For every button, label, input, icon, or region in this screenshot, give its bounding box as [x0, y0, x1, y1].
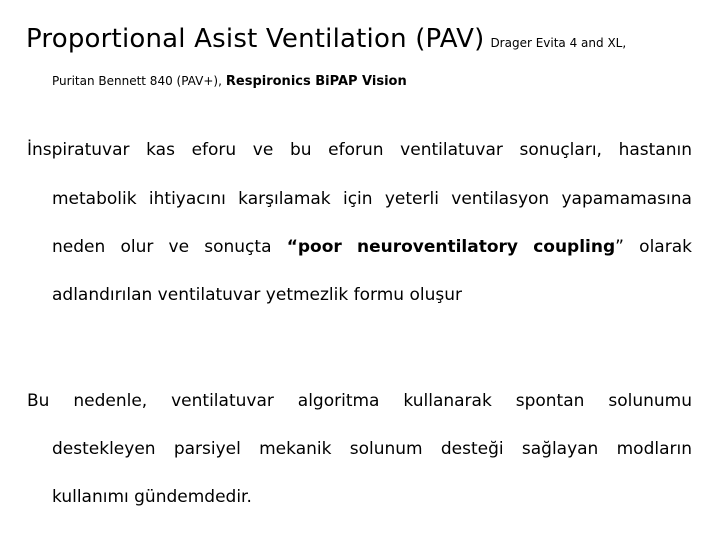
paragraph1-line4: adlandırılan ventilatuvar yetmezlik formu oluşur	[52, 285, 462, 305]
bold-term-word: “poor	[286, 237, 342, 257]
slide-subtitle	[52, 70, 407, 89]
word: ventilatuvar	[171, 391, 274, 411]
paragraph1-line2	[52, 191, 692, 208]
word: sağlayan	[521, 439, 599, 459]
paragraph2-line2	[52, 441, 692, 458]
word: metabolik	[52, 189, 137, 209]
bold-term-word: coupling	[533, 237, 616, 257]
paragraph2-line1	[27, 393, 692, 410]
subtitle-devices-bold: Respironics BiPAP Vision	[225, 74, 407, 89]
word-group	[533, 239, 624, 256]
word: solunumu	[608, 391, 692, 411]
word: olur	[120, 237, 154, 257]
word: kullanarak	[403, 391, 492, 411]
word: kas	[146, 140, 175, 160]
word: desteği	[440, 439, 504, 459]
word: ventilatuvar	[400, 140, 503, 160]
bold-term-word: neuroventilatory	[356, 237, 519, 257]
word: ve	[168, 237, 190, 257]
title-main: Proportional Asist Ventilation (PAV)	[26, 24, 485, 54]
word: ihtiyacını	[148, 189, 226, 209]
word: spontan	[515, 391, 585, 411]
word: İnspiratuvar	[27, 140, 130, 160]
word: solunum	[349, 439, 423, 459]
closing-quote: ”	[615, 237, 624, 257]
word: eforu	[191, 140, 237, 160]
word: için	[342, 189, 373, 209]
word: parsiyel	[173, 439, 241, 459]
word: bu	[289, 140, 312, 160]
word: neden	[52, 237, 106, 257]
word: modların	[616, 439, 692, 459]
title-devices: Drager Evita 4 and XL,	[490, 36, 627, 50]
word: ve	[252, 140, 274, 160]
word: yapamamasına	[561, 189, 692, 209]
word: algoritma	[297, 391, 380, 411]
word: olarak	[639, 237, 692, 257]
word: nedenle,	[73, 391, 148, 411]
slide-title	[26, 24, 626, 54]
word: eforun	[328, 140, 384, 160]
word: ventilasyon	[451, 189, 550, 209]
word: hastanın	[618, 140, 692, 160]
word: yeterli	[384, 189, 439, 209]
paragraph1-line3	[52, 239, 692, 256]
word: sonuçta	[204, 237, 272, 257]
subtitle-devices-small: Puritan Bennett 840 (PAV+),	[52, 74, 222, 88]
paragraph1-line1	[27, 142, 692, 159]
word: mekanik	[259, 439, 332, 459]
word: sonuçları,	[519, 140, 602, 160]
word: destekleyen	[52, 439, 156, 459]
word: karşılamak	[238, 189, 331, 209]
word: Bu	[27, 391, 50, 411]
paragraph2-line3: kullanımı gündemdedir.	[52, 487, 252, 507]
